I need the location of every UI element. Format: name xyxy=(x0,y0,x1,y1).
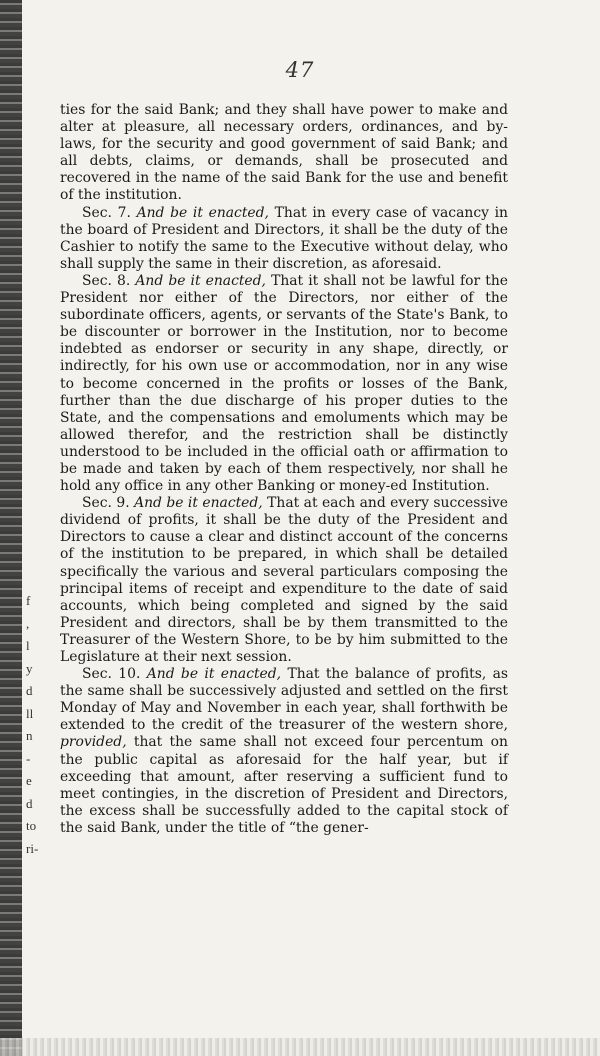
margin-fragment: y xyxy=(26,660,33,676)
margin-fragment: , xyxy=(26,615,30,631)
margin-fragment: ri- xyxy=(26,840,39,856)
paragraph-sec-10 xyxy=(60,666,508,837)
section-text: That in every case of vacancy in the board of President and Directors, it shall be the duty of the Cashier to notify the same to the Executive without delay, who shall supply the same in their discretion, as aforesaid. xyxy=(60,204,509,272)
paragraph-continuation: ties for the said Bank; and they shall have power to make and alter at pleasure, all necessary orders, ordinances, and by-laws, for the security and good government of said Bank; and all debts, claims, or demands, shall be prosecuted and recovered in the name of the said Bank for the use and benefit of the institution. xyxy=(60,102,508,204)
proviso-clause: provided, xyxy=(60,734,127,751)
document-body xyxy=(60,102,508,837)
section-text: That the balance of profits, as the same shall be successively adjusted and settled on the first Monday of May and November in each year, shall forthwith be extended to the credit of the treasurer of the western shore, xyxy=(60,666,509,734)
section-text: that the same shall not exceed four percentum on the public capital as aforesaid for the half year, but if exceeding that amount, after reserving a sufficient fund to meet contingies, in the discretion of President and Directors, the excess shall be successfully added to the capital stock of the said Bank, under the title of “the gener- xyxy=(60,734,508,836)
enacting-clause: And be it enacted, xyxy=(134,495,263,512)
section-label: Sec. 8. xyxy=(82,272,131,289)
scan-bottom-edge xyxy=(0,1038,600,1056)
margin-fragment: n xyxy=(26,728,33,743)
enacting-clause: And be it enacted, xyxy=(136,204,269,221)
section-label: Sec. 9. xyxy=(82,495,130,512)
margin-fragment: ll xyxy=(26,705,34,721)
margin-fragment: e xyxy=(26,773,32,788)
margin-fragment: d xyxy=(26,795,33,811)
margin-fragment: d xyxy=(26,683,33,698)
margin-fragment: to xyxy=(26,818,37,833)
paragraph-sec-7 xyxy=(60,205,508,273)
section-label: Sec. 7. xyxy=(82,204,131,221)
paragraph-sec-9 xyxy=(60,495,508,666)
margin-fragment: - xyxy=(26,750,31,766)
section-text: That it shall not be lawful for the President nor either of the Directors, nor either of the subordinate officers, agents, or servants of the State's Bank, to be discounter or borrower in the Institution, nor to become indebted as endorser or security in any shape, directly, or indirectly, for his own use or accommodation, nor in any wise to become concerned in the profits or losses of the Bank, further than the due discharge of his proper duties to the State, and the compensations and emoluments which may be allowed therefor, and the restriction shall be distinctly understood to be included in the official oath or affirmation to be made and taken by each of them respectively, nor shall he hold any office in any other Banking or money-ed Institution. xyxy=(60,272,509,495)
section-text: That at each and every successive dividend of profits, it shall be the duty of the President and Directors to cause a clear and distinct account of the concerns of the institution to be prepared, in which shall be detailed specifically the various and several particulars composing the principal items of receipt and expenditure to the date of said accounts, which being completed and signed by the said President and directors, shall be by them transmitted to the Treasurer of the Western Shore, to be by him submitted to the Legislature at their next session. xyxy=(60,495,509,665)
page-number: 47 xyxy=(285,58,315,82)
facing-page-fragments xyxy=(26,590,46,860)
binding-edge xyxy=(0,0,22,1056)
enacting-clause: And be it enacted, xyxy=(135,272,266,289)
section-label: Sec. 10. xyxy=(82,666,141,683)
paragraph-sec-8 xyxy=(60,273,508,495)
margin-fragment: l xyxy=(26,638,30,653)
margin-fragment: f xyxy=(26,593,31,608)
enacting-clause: And be it enacted, xyxy=(146,666,282,683)
